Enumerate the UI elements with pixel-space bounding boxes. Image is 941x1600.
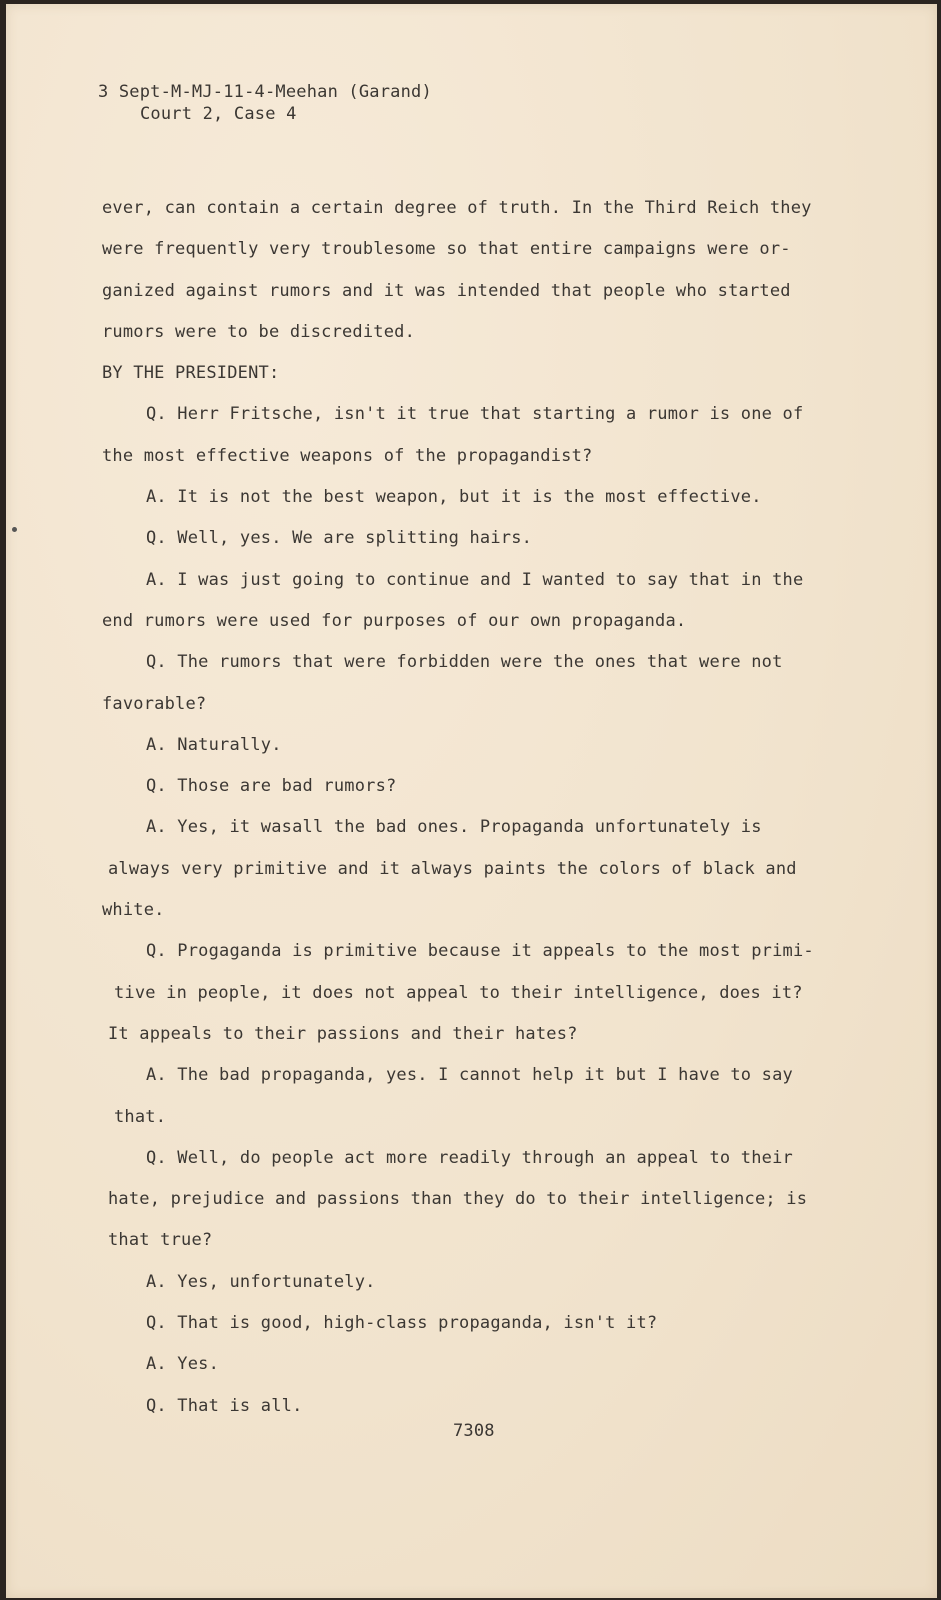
- transcript-line: white.: [102, 900, 165, 921]
- speaker-heading: BY THE PRESIDENT:: [102, 363, 280, 384]
- answer-line: A. It is not the best weapon, but it is the most effective.: [146, 487, 762, 508]
- answer-line: A. Yes, unfortunately.: [146, 1271, 376, 1292]
- answer-line: A. I was just going to continue and I wanted to say that in the: [146, 569, 804, 590]
- answer-line: A. The bad propaganda, yes. I cannot help it but I have to say: [146, 1065, 793, 1086]
- question-line: Q. Well, do people act more readily through an appeal to their: [146, 1147, 793, 1168]
- transcript-line: ever, can contain a certain degree of truth. In the Third Reich they: [102, 198, 812, 218]
- question-line: Q. The rumors that were forbidden were the ones that were not: [146, 652, 783, 673]
- question-line: Q. That is all.: [146, 1395, 303, 1416]
- answer-line: A. Yes, it wasall the bad ones. Propaganda unfortunately is: [146, 817, 762, 838]
- header-court-case: Court 2, Case 4: [140, 104, 297, 124]
- transcript-line: end rumors were used for purposes of our own propaganda.: [102, 610, 687, 631]
- question-line: Q. That is good, high-class propaganda, isn't it?: [146, 1313, 658, 1334]
- transcript-line: hate, prejudice and passions than they do to their intelligence; is: [108, 1189, 808, 1210]
- transcript-line: that true?: [108, 1230, 213, 1251]
- answer-line: A. Yes.: [146, 1354, 220, 1375]
- question-line: Q. Those are bad rumors?: [146, 776, 397, 797]
- transcript-line: rumors were to be discredited.: [102, 321, 416, 342]
- answer-line: A. Naturally.: [146, 734, 282, 755]
- question-line: Q. Herr Fritsche, isn't it true that starting a rumor is one of: [146, 404, 804, 425]
- transcript-line: that.: [114, 1106, 167, 1127]
- margin-dot: [12, 527, 17, 532]
- transcript-line: the most effective weapons of the propagandist?: [102, 445, 593, 466]
- transcript-body: [102, 197, 822, 1436]
- header-reference: 3 Sept-M-MJ-11-4-Meehan (Garand): [98, 82, 432, 102]
- document-header: [98, 81, 432, 125]
- transcript-line: always very primitive and it always paints the colors of black and: [108, 858, 797, 879]
- page-number: 7308: [453, 1421, 495, 1441]
- transcript-line: It appeals to their passions and their hates?: [108, 1023, 578, 1044]
- transcript-line: ganized against rumors and it was intended that people who started: [102, 280, 791, 301]
- transcript-line: tive in people, it does not appeal to their intelligence, does it?: [114, 982, 803, 1003]
- transcript-line: were frequently very troublesome so that entire campaigns were or-: [102, 239, 791, 260]
- transcript-line: favorable?: [102, 693, 207, 714]
- document-page: [6, 4, 937, 1598]
- question-line: Q. Progaganda is primitive because it appeals to the most primi-: [146, 941, 814, 962]
- question-line: Q. Well, yes. We are splitting hairs.: [146, 528, 533, 549]
